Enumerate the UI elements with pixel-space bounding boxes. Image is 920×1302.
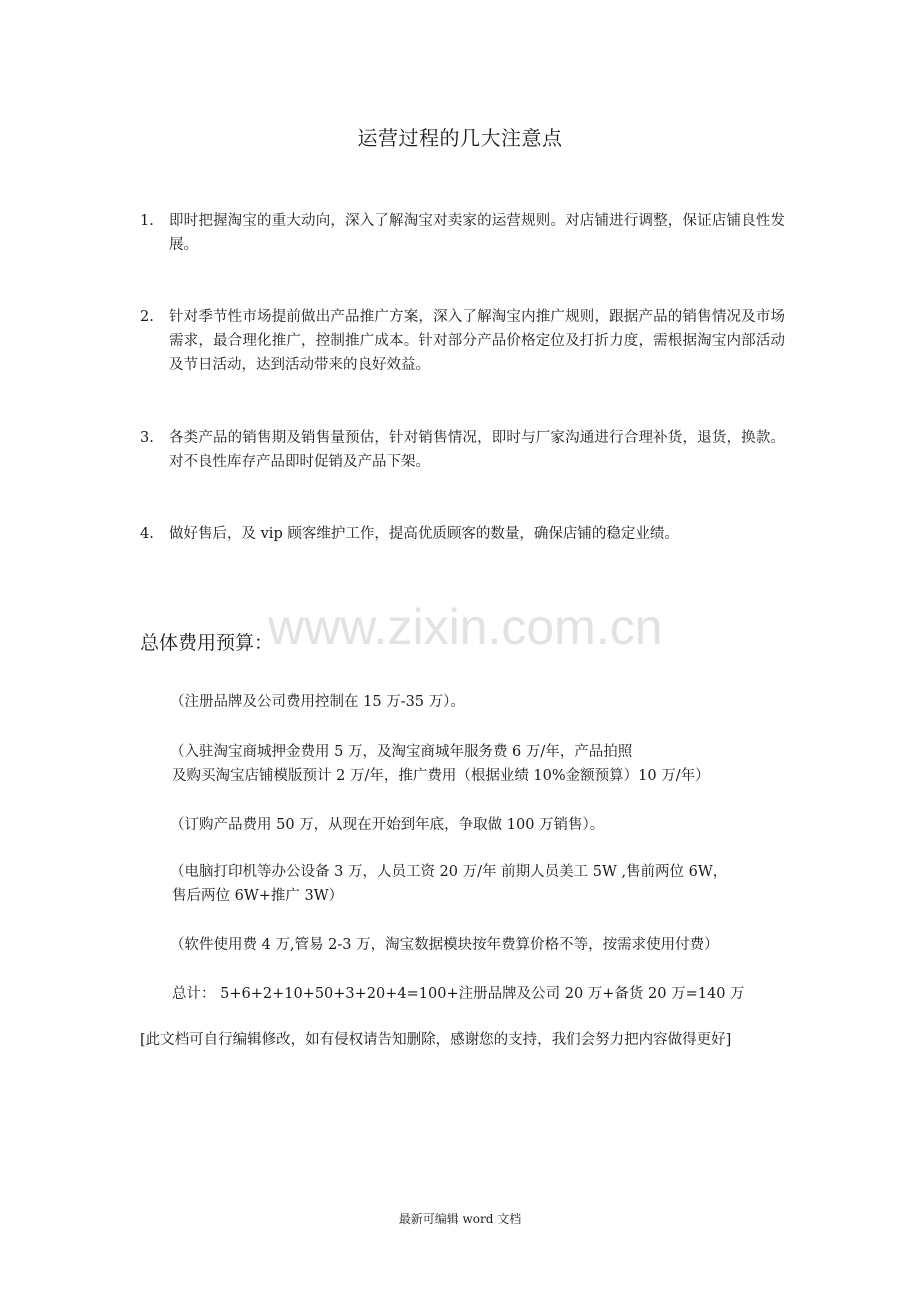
budget-line: （电脑打印机等办公设备 3 万，人员工资 20 万/年 前期人员美工 5W ,售前两位 6W， [170, 864, 728, 880]
list-item [140, 522, 785, 546]
list-item [140, 305, 785, 377]
list-item-number: 1. [140, 213, 154, 229]
budget-total [170, 982, 785, 1006]
list-item-number: 2. [140, 309, 154, 325]
list-item [140, 426, 785, 474]
budget-item [170, 813, 785, 837]
budget-line: （订购产品费用 50 万，从现在开始到年底，争取做 100 万销售）。 [170, 817, 605, 833]
budget-line: （软件使用费 4 万,管易 2-3 万，淘宝数据模块按年费算价格不等，按需求使用付费） [170, 937, 719, 953]
budget-line: 售后两位 6W+推广 3W） [172, 888, 344, 904]
budget-item [170, 933, 785, 957]
list-item-number: 3. [140, 430, 154, 446]
list-item [140, 209, 785, 257]
list-item-text: 各类产品的销售期及销售量预估，针对销售情况，即时与厂家沟通进行合理补货，退货，换款。对不良性库存产品即时促销及产品下架。 [169, 430, 785, 470]
budget-line: 及购买淘宝店铺模版预计 2 万/年，推广费用（根据业绩 10%金额预算）10 万/年） [172, 768, 710, 784]
watermark: www.zixin.com.cn [268, 599, 663, 655]
page-title: 运营过程的几大注意点 [357, 126, 563, 150]
budget-total-line: 总计： 5+6+2+10+50+3+20+4=100+注册品牌及公司 20 万+备货 20 万=140 万 [172, 986, 745, 1002]
list-item-text: 做好售后，及 vip 顾客维护工作，提高优质顾客的数量，确保店铺的稳定业绩。 [169, 526, 679, 542]
disclaimer-note: [此文档可自行编辑修改，如有侵权请告知删除，感谢您的支持，我们会努力把内容做得更好] [140, 1032, 732, 1048]
section-heading: 总体费用预算： [140, 632, 274, 654]
budget-line: （注册品牌及公司费用控制在 15 万-35 万）。 [170, 694, 465, 710]
budget-item [170, 740, 785, 788]
budget-line: （入驻淘宝商城押金费用 5 万，及淘宝商城年服务费 6 万/年，产品拍照 [170, 744, 633, 760]
list-item-number: 4. [140, 526, 154, 542]
page-footer: 最新可编辑 word 文档 [398, 1212, 522, 1226]
list-item-text: 针对季节性市场提前做出产品推广方案，深入了解淘宝内推广规则，跟据产品的销售情况及市场需求，最合理化推广，控制推广成本。针对部分产品价格定位及打折力度，需根据淘宝内部活动及节日活动，达到活动带来的良好效益。 [169, 309, 785, 373]
budget-item [170, 690, 785, 714]
budget-item [170, 860, 785, 908]
list-item-text: 即时把握淘宝的重大动向，深入了解淘宝对卖家的运营规则。对店铺进行调整，保证店铺良性发展。 [169, 213, 785, 253]
